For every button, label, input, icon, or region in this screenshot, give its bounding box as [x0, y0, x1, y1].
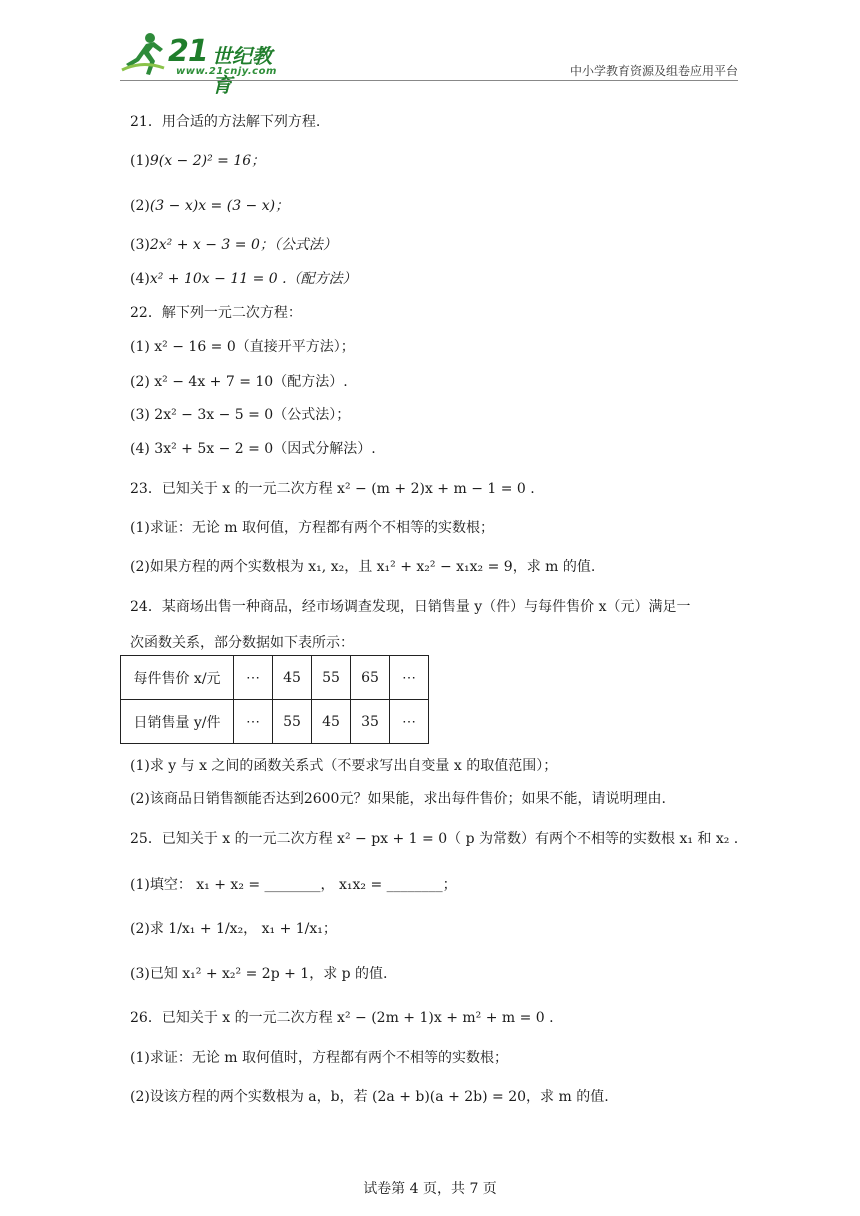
- table-cell: 日销售量 y/件: [121, 700, 234, 744]
- q21-part1: (1)9(x − 2)² = 16；: [130, 153, 266, 169]
- q25-part3: (3)已知 x₁² + x₂² = 2p + 1，求 p 的值.: [130, 966, 388, 982]
- table-cell: 65: [351, 656, 390, 700]
- q21-part4: (4)x² + 10x − 11 = 0 .（配方法）: [130, 271, 357, 287]
- q23-part2: (2)如果方程的两个实数根为 x₁, x₂，且 x₁² + x₂² − x₁x₂ = 9，求 m 的值.: [130, 559, 596, 575]
- q26-part1: (1)求证：无论 m 取何值时，方程都有两个不相等的实数根；: [130, 1050, 509, 1066]
- q26-title: 26．已知关于 x 的一元二次方程 x² − (2m + 1)x + m² + m = 0 .: [130, 1010, 554, 1026]
- table-row: [121, 700, 429, 744]
- table-cell: ⋯: [234, 656, 273, 700]
- q21-part2: (2)(3 − x)x = (3 − x)；: [130, 198, 290, 214]
- q23-title: 23．已知关于 x 的一元二次方程 x² − (m + 2)x + m − 1 = 0 .: [130, 481, 535, 497]
- q21-part3: (3)2x² + x − 3 = 0；（公式法）: [130, 237, 337, 253]
- header-divider: [120, 80, 738, 81]
- logo-chinese: 世纪教育: [212, 44, 272, 97]
- q25-part1: (1)填空： x₁ + x₂ = ________， x₁x₂ = ________；: [130, 877, 457, 893]
- logo-number: 21: [168, 34, 208, 69]
- platform-name: 中小学教育资源及组卷应用平台: [569, 64, 738, 78]
- logo: [120, 30, 290, 97]
- q26-part2: (2)设该方程的两个实数根为 a，b，若 (2a + b)(a + 2b) = 20，求 m 的值.: [130, 1089, 609, 1105]
- q24-title-line2: 次函数关系，部分数据如下表所示：: [130, 635, 354, 651]
- q23-part1: (1)求证：无论 m 取何值，方程都有两个不相等的实数根；: [130, 520, 495, 536]
- table-cell: ⋯: [390, 656, 429, 700]
- table-cell: 55: [273, 700, 312, 744]
- logo-url: www.21cnjy.com: [176, 66, 277, 77]
- q25-title: 25．已知关于 x 的一元二次方程 x² − px + 1 = 0（ p 为常数）有两个不相等的实数根 x₁ 和 x₂ .: [130, 831, 739, 847]
- q22-part4: (4) 3x² + 5x − 2 = 0（因式分解法）.: [130, 441, 376, 457]
- q22-part2: (2) x² − 4x + 7 = 10（配方法）.: [130, 374, 348, 390]
- table-cell: 55: [312, 656, 351, 700]
- page-footer: 试卷第 4 页，共 7 页: [363, 1181, 497, 1197]
- table-cell: 45: [273, 656, 312, 700]
- table-row: [121, 656, 429, 700]
- q22-title: 22．解下列一元二次方程：: [130, 305, 302, 321]
- q25-part2: (2)求 1/x₁ + 1/x₂， x₁ + 1/x₁；: [130, 921, 337, 937]
- runner-icon: [120, 30, 166, 78]
- table-cell: 每件售价 x/元: [121, 656, 234, 700]
- q24-part2: (2)该商品日销售额能否达到2600元？如果能，求出每件售价；如果不能，请说明理由.: [130, 791, 666, 807]
- page-header: [120, 30, 738, 97]
- table-cell: 35: [351, 700, 390, 744]
- table-cell: ⋯: [234, 700, 273, 744]
- table-cell: 45: [312, 700, 351, 744]
- q21-title: 21．用合适的方法解下列方程.: [130, 114, 321, 130]
- q24-title-line1: 24．某商场出售一种商品，经市场调查发现，日销售量 y（件）与每件售价 x（元）满足一: [130, 599, 691, 615]
- q22-part1: (1) x² − 16 = 0（直接开平方法）；: [130, 339, 355, 355]
- q24-part1: (1)求 y 与 x 之间的函数关系式（不要求写出自变量 x 的取值范围）；: [130, 758, 558, 774]
- table-cell: ⋯: [390, 700, 429, 744]
- q22-part3: (3) 2x² − 3x − 5 = 0（公式法）；: [130, 407, 351, 423]
- price-sales-table: [120, 655, 429, 744]
